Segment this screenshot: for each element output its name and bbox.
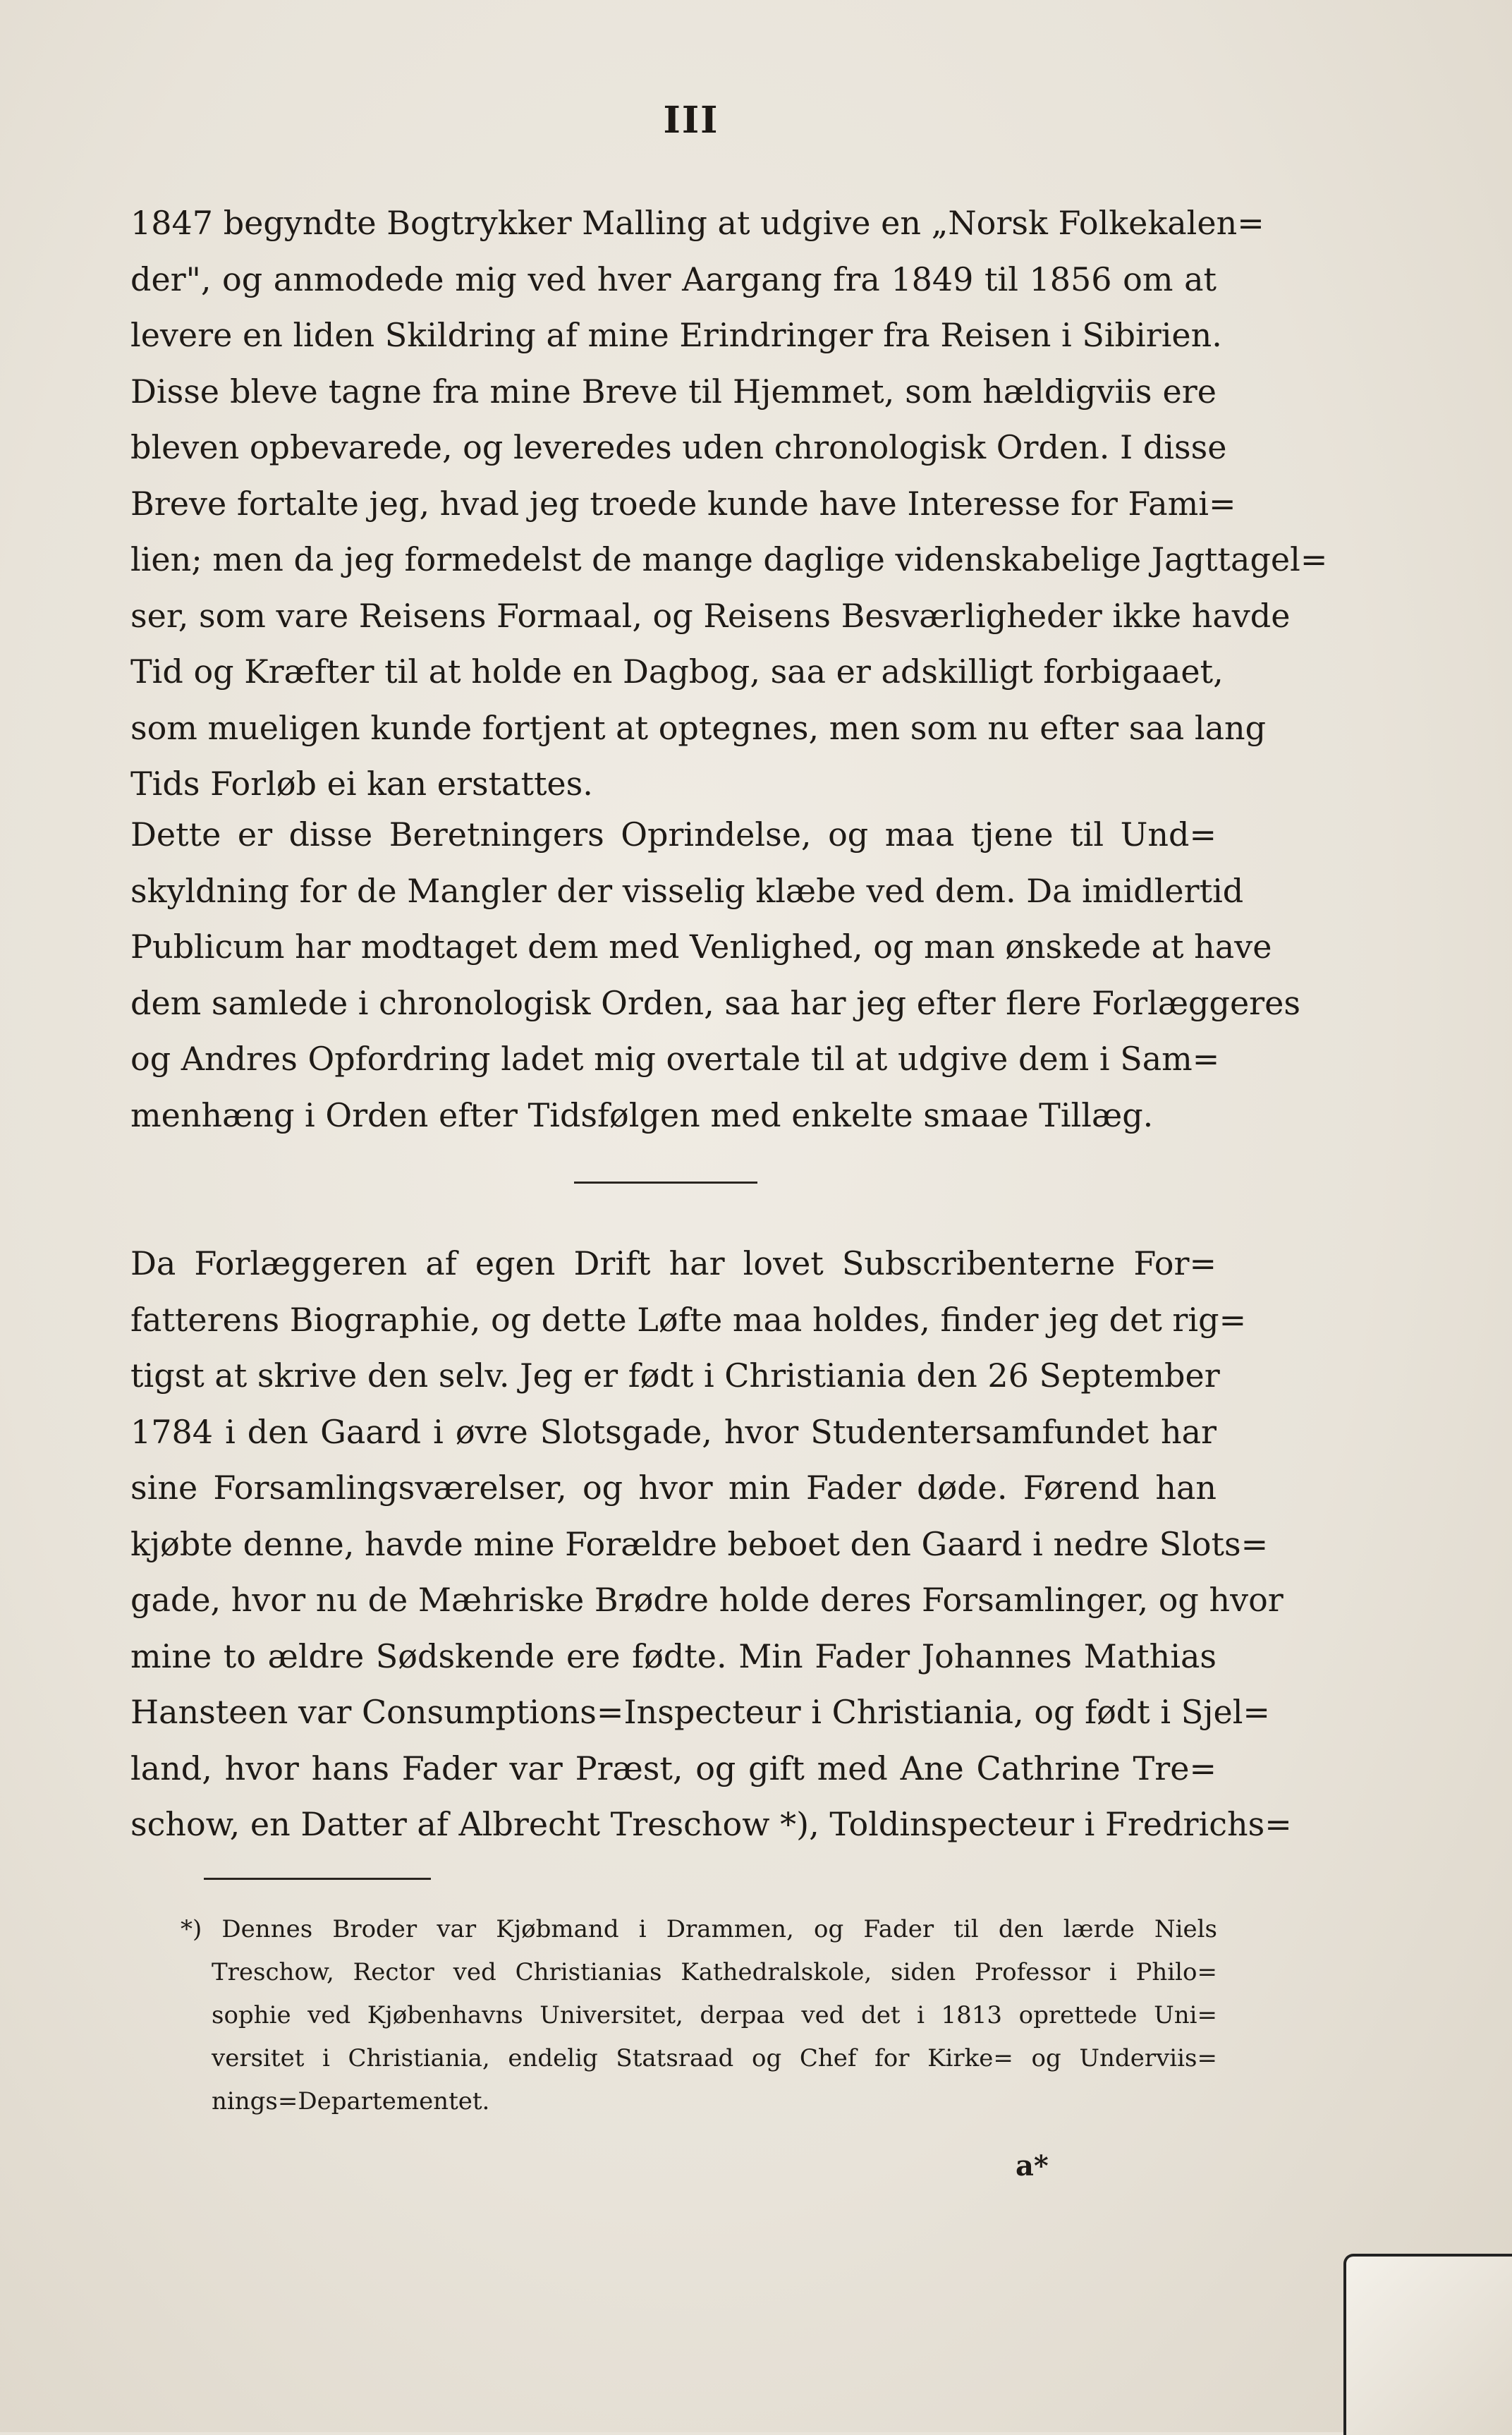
section-divider bbox=[574, 1182, 757, 1184]
text-line: schow, en Datter af Albrecht Treschow *), Toldinspecteur i Fredrichs= bbox=[130, 1805, 1292, 1843]
signature-mark: a* bbox=[1016, 2149, 1049, 2182]
text-line: Publicum har modtaget dem med Venlighed, og man ønskede at have bbox=[130, 928, 1272, 966]
footnote-line: nings=Departementet. bbox=[212, 2087, 490, 2115]
text-line: lien; men da jeg formedelst de mange daglige videnskabelige Jagttagel= bbox=[130, 540, 1328, 578]
text-line: gade, hvor nu de Mæhriske Brødre holde deres Forsamlinger, og hvor bbox=[130, 1581, 1284, 1619]
text-line: land, hvor hans Fader var Præst, og gift med Ane Cathrine Tre= bbox=[130, 1749, 1217, 1787]
text-line: som mueligen kunde fortjent at optegnes, men som nu efter saa lang bbox=[130, 708, 1267, 747]
text-line: Tids Forløb ei kan erstattes. bbox=[130, 765, 593, 803]
text-line: kjøbte denne, havde mine Forældre beboet den Gaard i nedre Slots= bbox=[130, 1524, 1269, 1563]
text-line: mine to ældre Sødskende ere fødte. Min Fader Johannes Mathias bbox=[130, 1637, 1217, 1675]
text-line: tigst at skrive den selv. Jeg er født i Christiania den 26 September bbox=[130, 1356, 1220, 1395]
text-line: ser, som vare Reisens Formaal, og Reisens Besværligheder ikke havde bbox=[130, 596, 1291, 635]
text-line: menhæng i Orden efter Tidsfølgen med enkelte smaae Tillæg. bbox=[130, 1095, 1154, 1134]
text-line: Da Forlæggeren af egen Drift har lovet Subscribenterne For= bbox=[130, 1244, 1217, 1282]
footnote-rule bbox=[204, 1878, 431, 1880]
footnote-line: *) Dennes Broder var Kjøbmand i Drammen, og Fader til den lærde Niels bbox=[181, 1915, 1217, 1943]
text-line: Hansteen var Consumptions=Inspecteur i Christiania, og født i Sjel= bbox=[130, 1693, 1270, 1731]
text-line: skyldning for de Mangler der visselig klæbe ved dem. Da imidlertid bbox=[130, 871, 1244, 910]
text-line: bleven opbevarede, og leveredes uden chronologisk Orden. I disse bbox=[130, 428, 1227, 466]
text-line: 1784 i den Gaard i øvre Slotsgade, hvor Studentersamfundet har bbox=[130, 1412, 1217, 1451]
text-line: der", og anmodede mig ved hver Aargang fra 1849 til 1856 om at bbox=[130, 260, 1217, 298]
paragraph-1 bbox=[130, 195, 1328, 813]
text-line: fatterens Biographie, og dette Løfte maa holdes, finder jeg det rig= bbox=[130, 1300, 1247, 1339]
paragraph-2 bbox=[130, 807, 1300, 1143]
footnote-line: sophie ved Kjøbenhavns Universitet, derpaa ved det i 1813 oprettede Uni= bbox=[212, 2001, 1217, 2029]
footnote-line: Treschow, Rector ved Christianias Kathedralskole, siden Professor i Philo= bbox=[212, 1958, 1217, 1986]
footnote bbox=[181, 1908, 1217, 2123]
paragraph-3 bbox=[130, 1236, 1292, 1853]
text-line: levere en liden Skildring af mine Erindringer fra Reisen i Sibirien. bbox=[130, 316, 1222, 354]
text-line: 1847 begyndte Bogtrykker Malling at udgive en „Norsk Folkekalen= bbox=[130, 204, 1264, 242]
text-line: og Andres Opfordring ladet mig overtale til at udgive dem i Sam= bbox=[130, 1040, 1220, 1078]
footnote-line: versitet i Christiania, endelig Statsraad og Chef for Kirke= og Underviis= bbox=[212, 2044, 1217, 2072]
next-page-corner bbox=[1343, 2254, 1512, 2435]
page-number: III bbox=[663, 99, 719, 142]
text-line: Breve fortalte jeg, hvad jeg troede kunde have Interesse for Fami= bbox=[130, 484, 1236, 523]
text-line: Disse bleve tagne fra mine Breve til Hjemmet, som hældigviis ere bbox=[130, 372, 1217, 411]
text-line: Dette er disse Beretningers Oprindelse, og maa tjene til Und= bbox=[130, 815, 1217, 854]
text-line: sine Forsamlingsværelser, og hvor min Fader døde. Førend han bbox=[130, 1469, 1217, 1507]
text-line: dem samlede i chronologisk Orden, saa har jeg efter flere Forlæggeres bbox=[130, 983, 1300, 1022]
text-line: Tid og Kræfter til at holde en Dagbog, saa er adskilligt forbigaaet, bbox=[130, 652, 1224, 691]
